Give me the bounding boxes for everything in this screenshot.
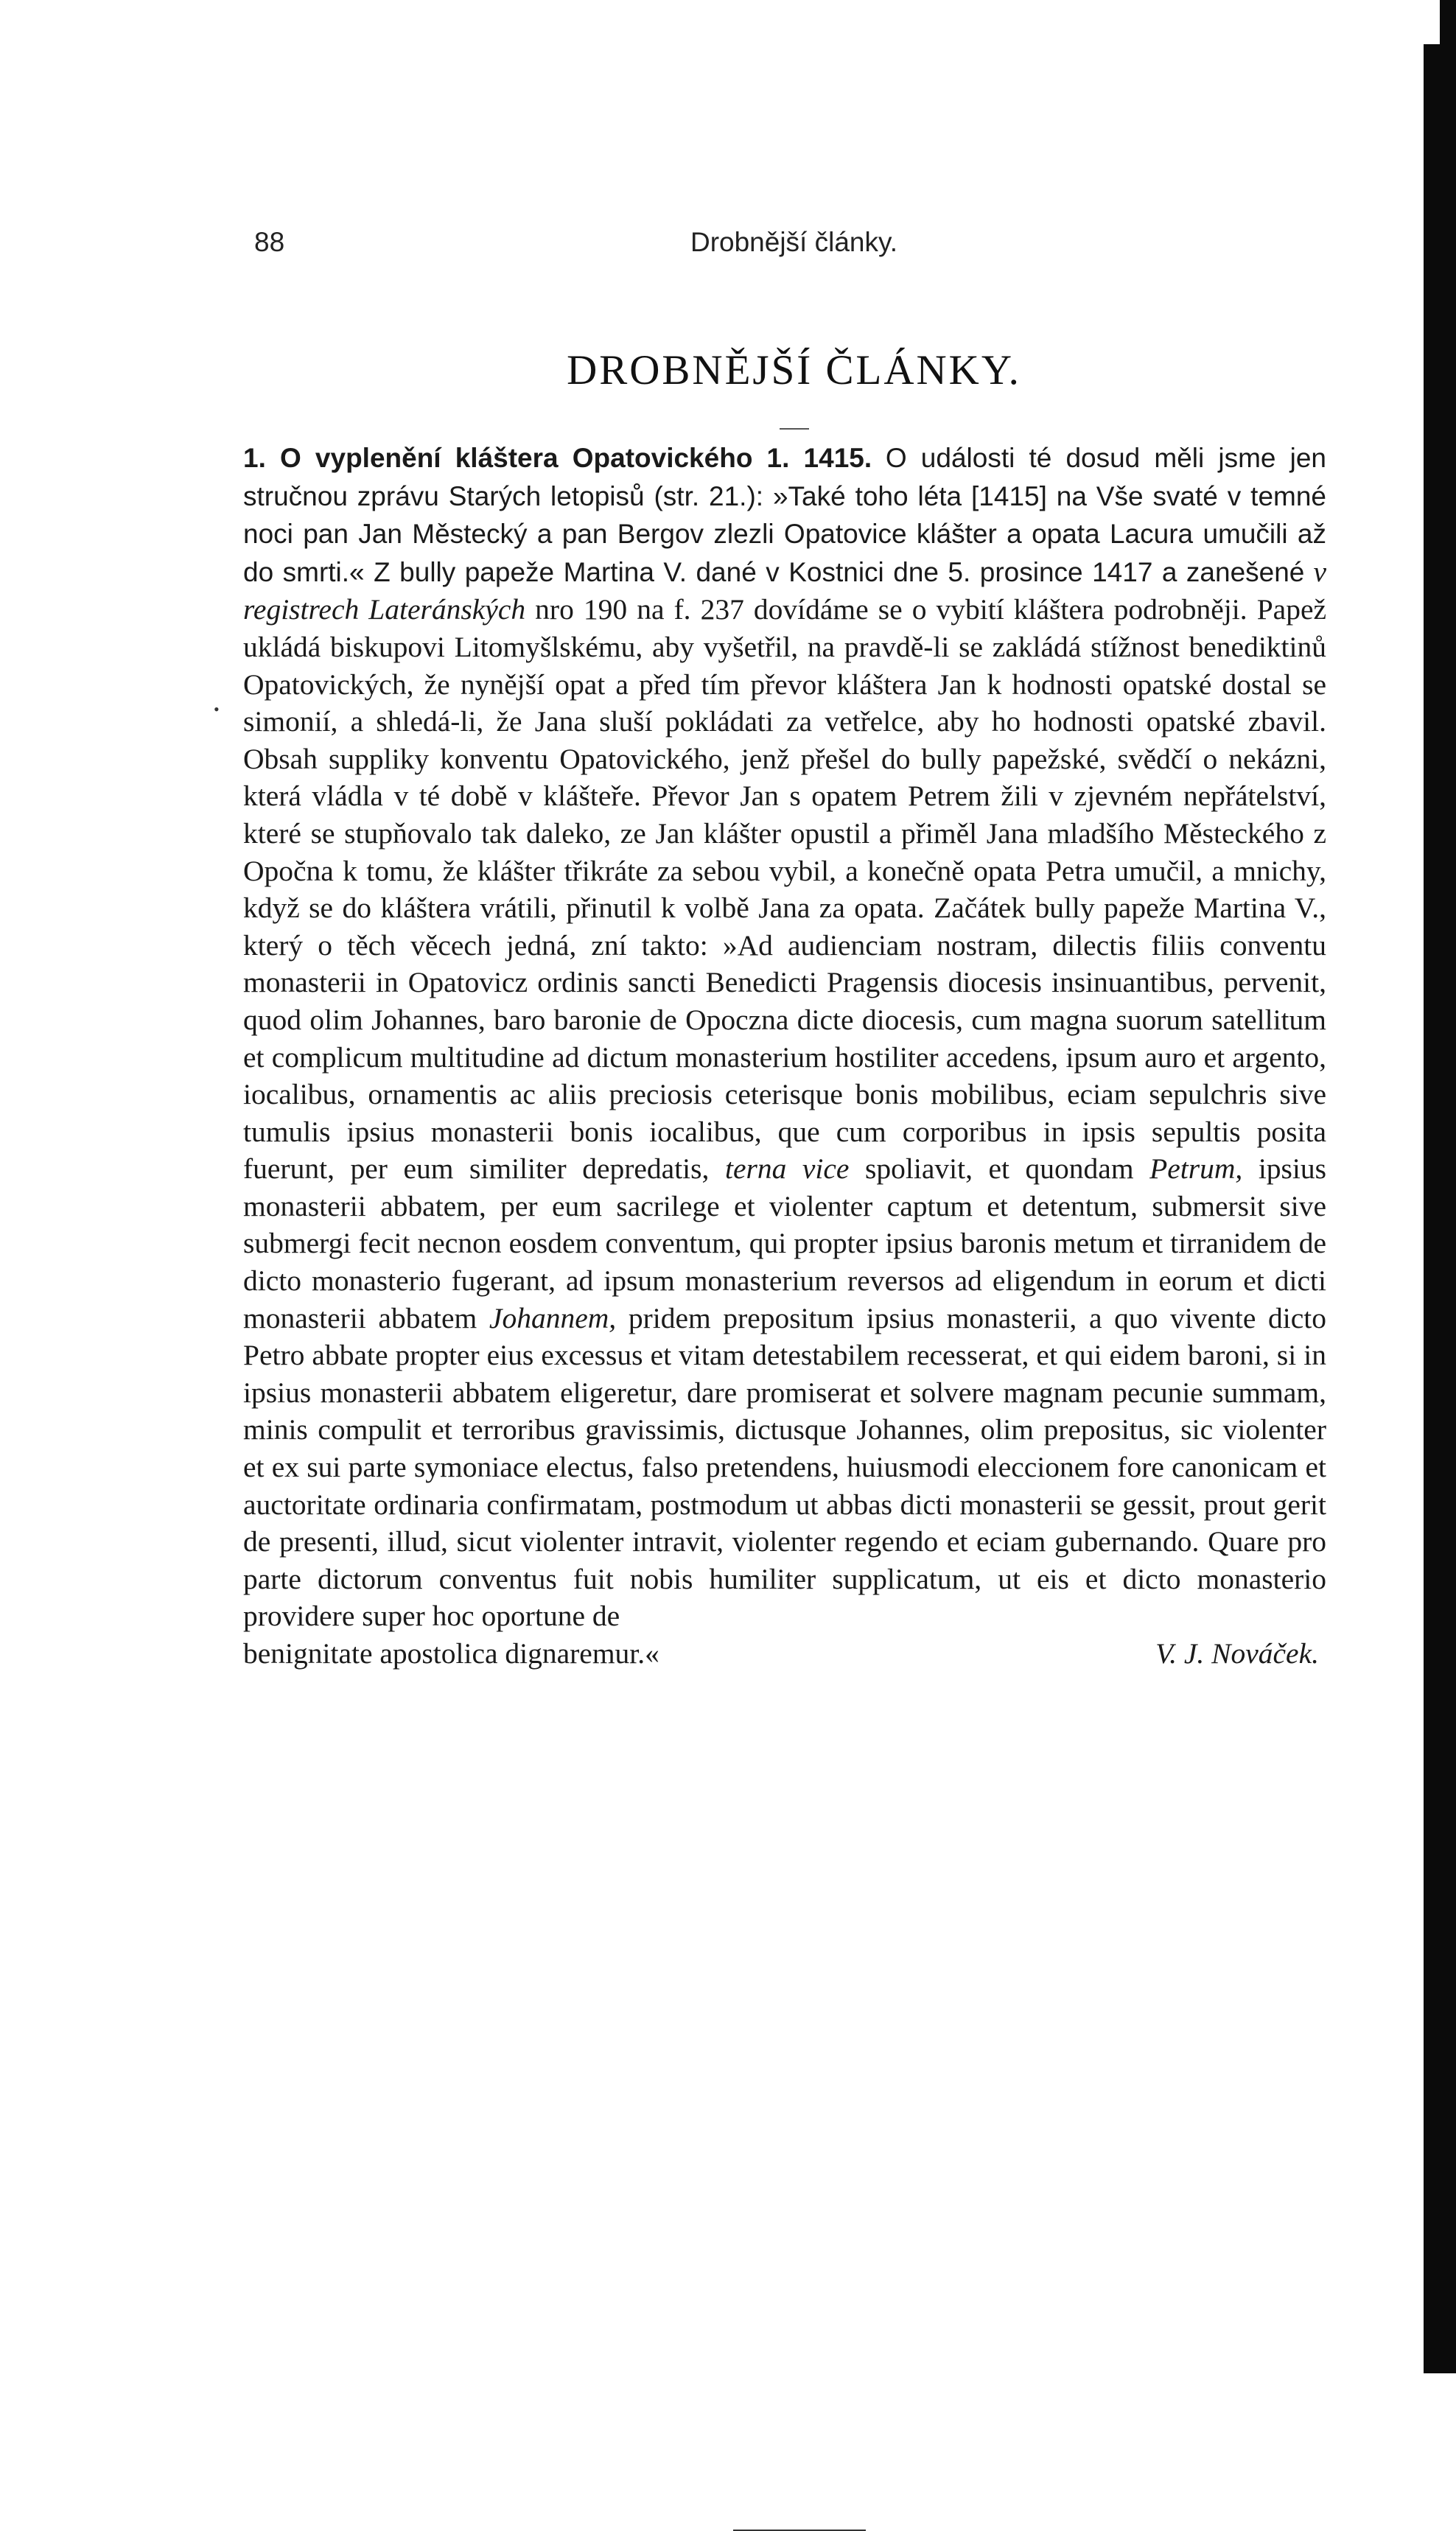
article-body	[243, 439, 1326, 1673]
scan-border	[1424, 0, 1456, 2373]
running-head-title: Drobnější články.	[690, 227, 898, 257]
article-opening: O události té dosud měli jsme jen stručnou zprávu Starých letopisů (str. 21.): »Také toho léta [1415] na Vše svaté v temné noci pan Jan Městecký a pan Bergov zlezli Opatovice klášter a opata Lacura umučili až do smrti.« Z bully papeže Martina V. dané v Kostnici dne 5. prosince 1417 a zanešené	[243, 443, 1327, 587]
author-signature: V. J. Nováček.	[1155, 1637, 1319, 1670]
running-head	[254, 227, 1334, 264]
closing-line: benignitate apostolica dignaremur.«	[243, 1637, 659, 1670]
article-text-middle: ipsius monasterii abbatem, per eum sacrilege et violenter captum et detentum, submersit sive submergi fecit necnon eosdem conventum, qui propter ipsius baronis metum et tirranidem de dicto monasterio fugerant, ad ipsum monasterium reversos ad eligendum in eorum et dicti monasterii abbatem	[243, 1152, 1327, 1334]
article-text: nro 190 na f. 237 dovídáme se o vybití kláštera podrobněji. Papež ukládá biskupovi Litomyšlskému, aby vyšetřil, na pravdě-li se zakládá stížnost benediktinů Opatovických, že nynější opat a před tím převor kláštera Jan k hodnosti opatské dostal se simonií, a shledá-li, že Jana sluší pokládati za vetřelce, aby ho hodnosti opatské zbavil. Obsah suppliky konventu Opatovického, jenž přešel do bully papežské, svědčí o nekázni, která vládla v té době v klášteře. Převor Jan s opatem Petrem žili v zjevném nepřátelství, které se stupňovalo tak daleko, ze Jan klášter opustil a přiměl Jana mladšího Městeckého z Opočna k tomu, že klášter třikráte za sebou vybil, a konečně opata Petra umučil, a mnichy, když se do kláštera vrátili, přinutil k volbě Jana za opata. Začátek bully papeže Martina V., který o těch věcech jedná, zní takto: »Ad audienciam nostram, dilectis filiis conventu monasterii in Opatovicz ordinis sancti Benedicti Pragensis diocesis insinuantibus, pervenit, quod olim Johannes, baro baronie de Opoczna dicte diocesis, cum magna suorum satellitum et complicum multitudine ad dictum monasterium hostiliter accedens, ipsum auro et argento, iocalibus, ornamentis ac aliis preciosis ceterisque bonis mobilibus, eciam sepulchris sive tumulis ipsius monasterii bonis iocalibus, que cum corporibus in ipsis sepultis posita fuerunt, per eum similiter depredatis,	[243, 593, 1327, 1186]
page-number: 88	[254, 227, 285, 257]
article-text-closing: pridem prepositum ipsius monasterii, a quo vivente dicto Petro abbate propter eius excessus et vitam detestabilem recesserat, et qui eidem baroni, si in ipsius monasterii abbatem eligeretur, dare promiserat et solvere magnam pecunie summam, minis compulit et terroribus gravissimis, dictusque Johannes, olim prepositus, sic violenter et ex sui parte symoniace electus, falso pretendens, huiusmodi eleccionem fore canonicam et auctoritate ordinaria confirmatam, postmodum ut abbas dicti monasterii se gessit, prout gerit de presenti, illud, sicut violenter intravit, violenter regendo et eciam gubernando. Quare pro parte dictorum conventus fuit nobis humiliter supplicatum, ut eis et dicto monasterio providere super hoc oportune de	[243, 1301, 1327, 1633]
article-heading: 1. O vyplenění kláštera Opatovického 1. 1415.	[243, 443, 872, 473]
section-title: DROBNĚJŠÍ ČLÁNKY.	[567, 347, 1021, 393]
article-text-spoliavit: spoliavit, et quondam	[865, 1152, 1134, 1186]
title-rule	[780, 428, 809, 430]
margin-mark: •	[214, 700, 220, 718]
scan-border-notch	[1424, 0, 1440, 44]
signoff-row	[243, 1635, 1326, 1673]
italic-johannem: Johannem,	[489, 1301, 617, 1334]
registry-title: v registrech Lateránských	[243, 555, 1327, 626]
italic-terna-vice: terna vice	[724, 1152, 850, 1186]
italic-petrum: Petrum,	[1149, 1152, 1243, 1186]
